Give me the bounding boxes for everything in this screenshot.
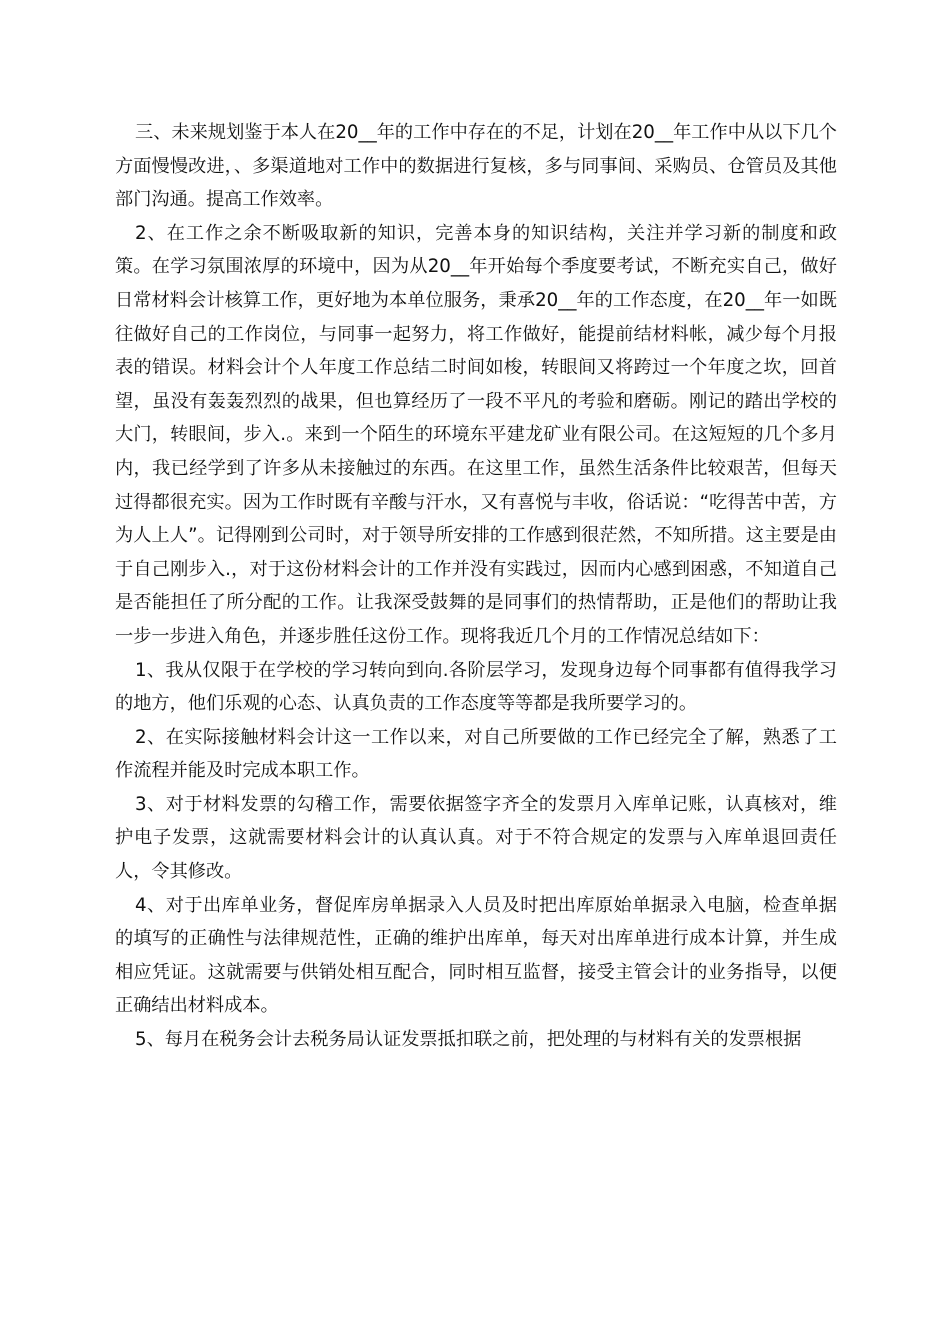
paragraph-1-learn-from-colleagues: 1、我从仅限于在学校的学习转向到向.各阶层学习，发现身边每个同事都有值得我学习的地方，他们乐观的心态、认真负责的工作态度等等都是我所要学习的。	[115, 659, 837, 715]
paragraph-4-outbound-orders: 4、对于出库单业务，督促库房单据录入人员及时把出库原始单据录入电脑，检查单据的填写的正确性与法律规范性，正确的维护出库单，每天对出库单进行成本计算，并生成相应凭证。这就需要与供销处相互配合，同时相互监督，接受主管会计的业务指导，以便正确结出材料成本。	[115, 894, 837, 1017]
paragraph-3-invoice-check: 3、对于材料发票的勾稽工作，需要依据签字齐全的发票月入库单记账，认真核对，维护电子发票，这就需要材料会计的认真认真。对于不符合规定的发票与入库单退回责任人，令其修改。	[115, 793, 837, 883]
document-body	[115, 116, 837, 1057]
paragraph-5-tax-invoices: 5、每月在税务会计去税务局认证发票抵扣联之前，把处理的与材料有关的发票根据	[135, 1029, 802, 1051]
paragraph-2-learning: 2、在工作之余不断吸取新的知识，完善本身的知识结构，关注并学习新的制度和政策。在学习氛围浓厚的环境中，因为从20__年开始每个季度要考试，不断充实自己，做好日常材料会计核算工作，更好地为本单位服务，秉承20__年的工作态度，在20__年一如既往做好自己的工作岗位，与同事一起努力，将工作做好，能提前结材料帐，减少每个月报表的错误。材料会计个人年度工作总结二时间如梭，转眼间又将跨过一个年度之坎，回首望，虽没有轰轰烈烈的战果，但也算经历了一段不平凡的考验和磨砺。刚记的踏出学校的大门，转眼间，步入.。来到一个陌生的环境东平建龙矿业有限公司。在这短短的几个多月内，我已经学到了许多从未接触过的东西。在这里工作，虽然生活条件比较艰苦，但每天过得都很充实。因为工作时既有辛酸与汗水，又有喜悦与丰收，俗话说：“吃得苦中苦，方为人上人”。记得刚到公司时，对于领导所安排的工作感到很茫然，不知所措。这主要是由于自己刚步入.，对于这份材料会计的工作并没有实践过，因而内心感到困惑，不知道自己是否能担任了所分配的工作。让我深受鼓舞的是同事们的热情帮助，正是他们的帮助让我一步一步进入角色，并逐步胜任这份工作。现将我近几个月的工作情况总结如下：	[115, 222, 837, 647]
paragraph-2-workflow: 2、在实际接触材料会计这一工作以来，对自己所要做的工作已经完全了解，熟悉了工作流程并能及时完成本职工作。	[115, 726, 837, 782]
paragraph-future-plan: 三、未来规划鉴于本人在20__年的工作中存在的不足，计划在20__年工作中从以下几个方面慢慢改进，、多渠道地对工作中的数据进行复核，多与同事间、采购员、仓管员及其他部门沟通。提高工作效率。	[115, 122, 837, 211]
